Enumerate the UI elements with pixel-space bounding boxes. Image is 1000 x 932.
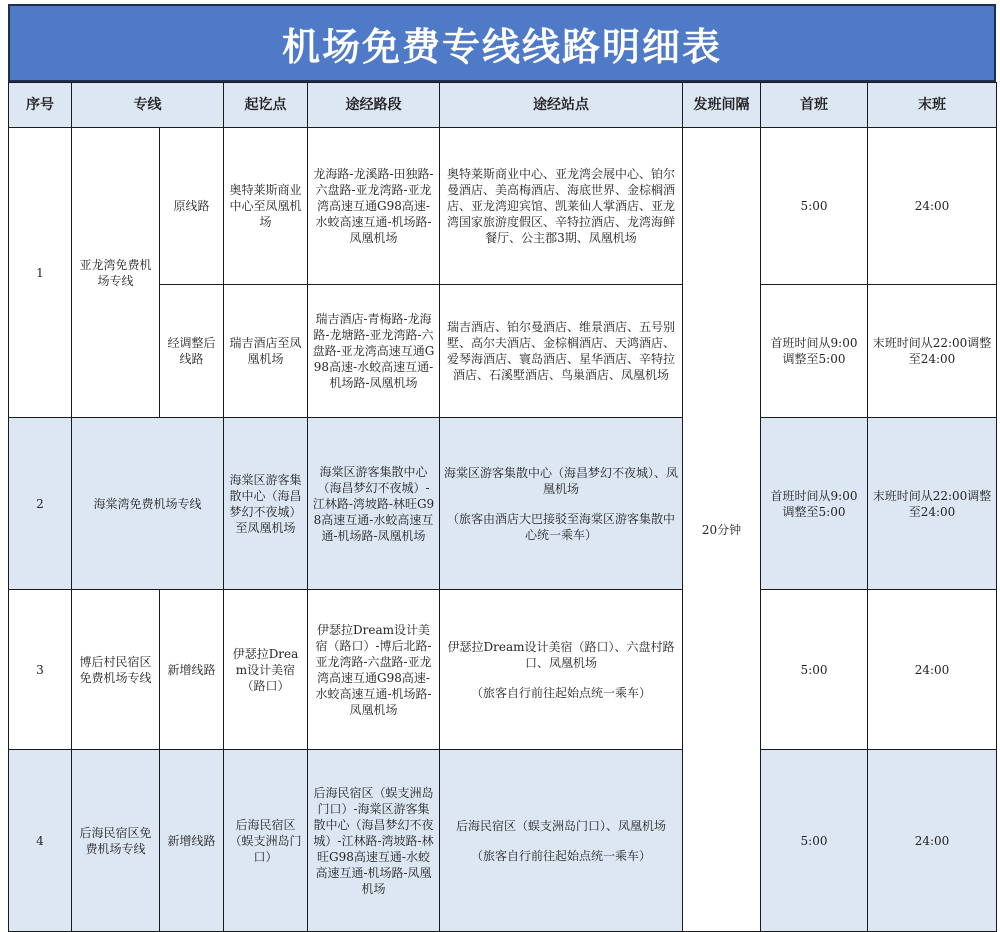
header-endpoints: 起讫点 [224,83,308,128]
line-name: 后海民宿区免费机场专线 [72,750,160,932]
first-bus: 首班时间从9:00调整至5:00 [761,418,868,590]
line-type: 原线路 [160,128,224,285]
table-row [9,128,997,285]
endpoints: 海棠区游客集散中心（海昌梦幻不夜城）至凤凰机场 [224,418,308,590]
last-bus: 24:00 [868,128,997,285]
stops [440,418,683,590]
header-roads: 途经路段 [308,83,440,128]
stops-list: 伊瑟拉Dream设计美宿（路口）、六盘村路口、凤凰机场 [447,639,675,670]
stops-list: 后海民宿区（蜈支洲岛门口）、凤凰机场 [455,818,666,833]
table-row [9,590,997,750]
table-row [9,750,997,932]
page-title: 机场免费专线线路明细表 [8,4,996,82]
first-bus: 首班时间从9:00调整至5:00 [761,285,868,418]
stops [440,750,683,932]
stops-note: （旅客自行前往起始点统一乘车） [470,848,651,863]
header-stops: 途经站点 [440,83,683,128]
last-bus: 24:00 [868,590,997,750]
table-row [9,418,997,590]
stops [440,590,683,750]
endpoints: 奥特莱斯商业中心至凤凰机场 [224,128,308,285]
line-type: 新增线路 [160,750,224,932]
stops: 奥特莱斯商业中心、亚龙湾会展中心、铂尔曼酒店、美高梅酒店、海底世界、金棕榈酒店、亚龙湾迎宾馆、凯莱仙人掌酒店、亚龙湾国家旅游度假区、辛特拉酒店、龙湾海鲜餐厅、公主郡3期、凤凰机场 [440,128,683,285]
row-number: 4 [9,750,72,932]
roads: 海棠区游客集散中心（海昌梦幻不夜城）-江林路-湾坡路-林旺G98高速互通-水蛟高速互通-机场路-凤凰机场 [308,418,440,590]
first-bus: 5:00 [761,590,868,750]
line-name: 亚龙湾免费机场专线 [72,128,160,418]
first-bus: 5:00 [761,128,868,285]
stops: 瑞吉酒店、铂尔曼酒店、维景酒店、五号别墅、高尔夫酒店、金棕榈酒店、天鸿酒店、爱琴海酒店、寰岛酒店、星华酒店、辛特拉酒店、石溪墅酒店、鸟巢酒店、凤凰机场 [440,285,683,418]
line-type: 新增线路 [160,590,224,750]
first-bus: 5:00 [761,750,868,932]
header-interval: 发班间隔 [683,83,761,128]
stops-note: （旅客由酒店大巴接驳至海棠区游客集散中心统一乘车） [446,511,675,542]
header-no: 序号 [9,83,72,128]
line-name: 海棠湾免费机场专线 [72,418,224,590]
row-number: 1 [9,128,72,418]
roads: 后海民宿区（蜈支洲岛门口）-海棠区游客集散中心（海昌梦幻不夜城）-江林路-湾坡路-林旺G98高速互通-水蛟高速互通-机场路-凤凰机场 [308,750,440,932]
roads: 伊瑟拉Dream设计美宿（路口）-博后北路-亚龙湾路-六盘路-亚龙湾高速互通G98高速-水蛟高速互通-机场路-凤凰机场 [308,590,440,750]
route-table [8,82,997,932]
roads: 龙海路-龙溪路-田独路-六盘路-亚龙湾路-亚龙湾高速互通G98高速-水蛟高速互通-机场路-凤凰机场 [308,128,440,285]
header-line: 专线 [72,83,224,128]
header-first: 首班 [761,83,868,128]
stops-list: 海棠区游客集散中心（海昌梦幻不夜城）、凤凰机场 [444,465,679,496]
endpoints: 后海民宿区（蜈支洲岛门口） [224,750,308,932]
endpoints: 瑞吉酒店至凤凰机场 [224,285,308,418]
line-name: 博后村民宿区免费机场专线 [72,590,160,750]
row-number: 3 [9,590,72,750]
endpoints: 伊瑟拉Dream设计美宿（路口） [224,590,308,750]
line-type: 经调整后线路 [160,285,224,418]
row-number: 2 [9,418,72,590]
roads: 瑞吉酒店-青梅路-龙海路-龙塘路-亚龙湾路-六盘路-亚龙湾高速互通G98高速-水蛟高速互通-机场路-凤凰机场 [308,285,440,418]
interval-value: 20分钟 [683,128,761,932]
last-bus: 末班时间从22:00调整至24:00 [868,418,997,590]
last-bus: 末班时间从22:00调整至24:00 [868,285,997,418]
header-last: 末班 [868,83,997,128]
stops-note: （旅客自行前往起始点统一乘车） [470,685,651,700]
header-row [9,83,997,128]
last-bus: 24:00 [868,750,997,932]
